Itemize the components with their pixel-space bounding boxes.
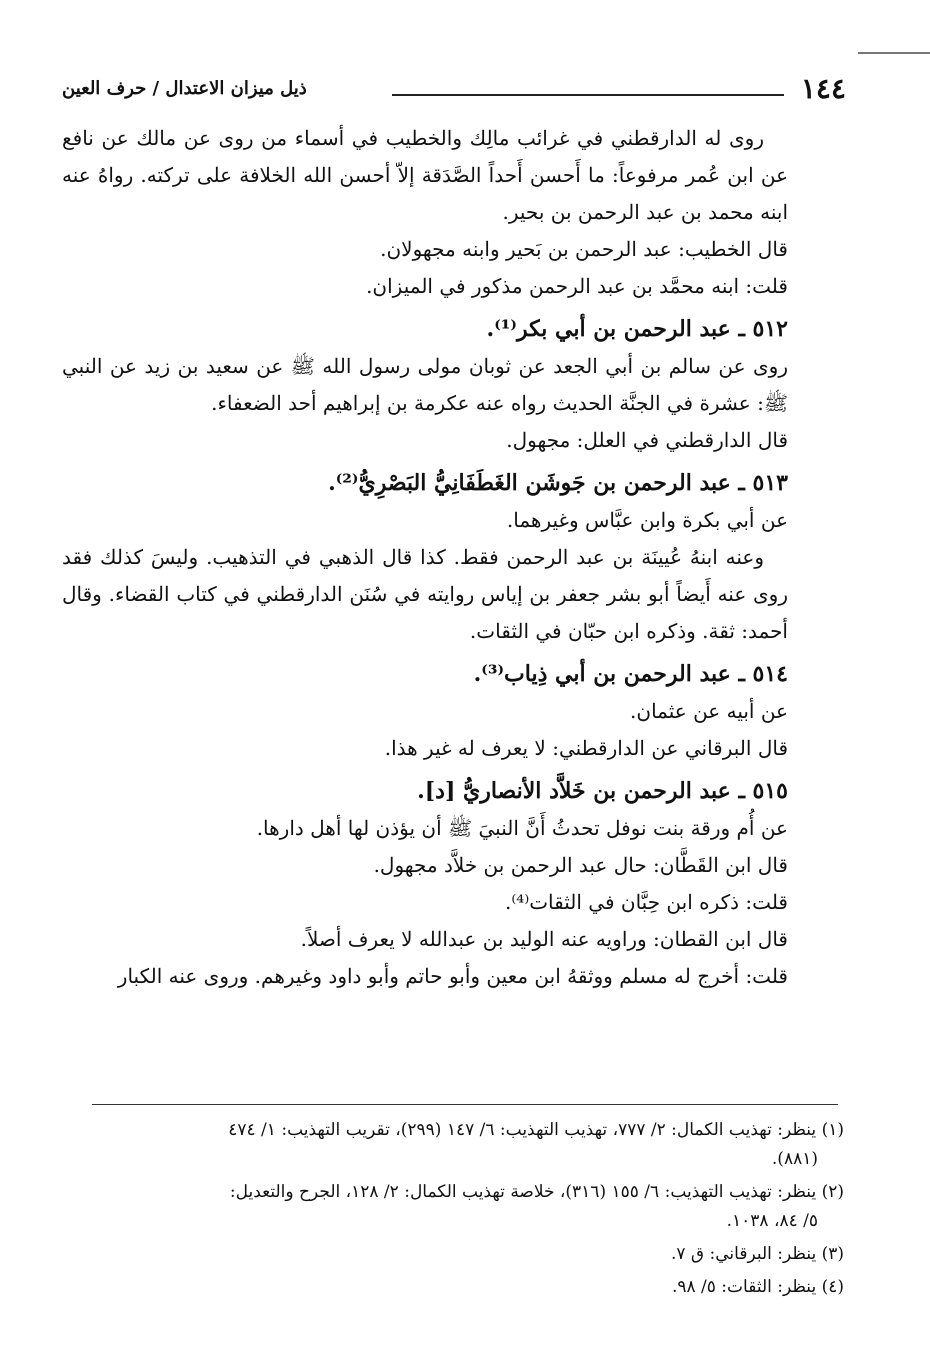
header-rule — [392, 94, 784, 96]
footnote-text: (٣) ينظر: البرقاني: ق ٧. — [670, 1244, 844, 1264]
paragraph: قلت: ذكره ابن حِبَّان في الثقات⁽⁴⁾. — [505, 890, 788, 914]
entry-heading-514: ٥١٤ ـ عبد الرحمن بن أبي ذِياب⁽³⁾. — [473, 661, 788, 687]
footnote-text: (٤) ينظر: الثقات: ٥/ ٩٨. — [671, 1277, 844, 1297]
paragraph: روى عن سالم بن أبي الجعد عن ثوبان مولى رسول الله ﷺ عن سعيد بن زيد عن النبي ﷺ: عشرة في الجنَّة الحديث رواه عنه عكرمة بن إبراهيم أحد الضعفاء. — [62, 354, 788, 415]
entry-heading-512: ٥١٢ ـ عبد الرحمن بن أبي بكر⁽¹⁾. — [486, 316, 788, 342]
paragraph: روى له الدارقطني في غرائب مالِك والخطيب في أسماء من روى عن مالك عن نافع عن ابن عُمر مرفوعاً: ما أَحسن أَحداً الصَّدَقة إلاّ أحسن الله الخلافة على تركته. رواهُ عنه ابنه محمد بن عبد الرحمن بن بحير. — [62, 126, 788, 224]
footnote-2 — [90, 1178, 844, 1236]
footnote-continuation: (٨٨١). — [771, 1149, 818, 1169]
running-title: ذيل ميزان الاعتدال / حرف العين — [62, 78, 307, 99]
top-margin-rule — [858, 52, 930, 54]
page-header — [62, 72, 846, 112]
page-number: ١٤٤ — [800, 72, 846, 105]
main-text — [62, 120, 788, 995]
paragraph: قال ابن القَطَّان: حال عبد الرحمن بن خلاَّد مجهول. — [373, 853, 788, 877]
paragraph: قلت: ابنه محمَّد بن عبد الرحمن مذكور في الميزان. — [366, 274, 788, 298]
footnote-1 — [90, 1116, 844, 1174]
footnote-text: (١) ينظر: تهذيب الكمال: ٢/ ٧٧٧، تهذيب التهذيب: ٦/ ١٤٧ (٢٩٩)، تقريب التهذيب: ١/ ٤٧٤ — [228, 1120, 844, 1140]
footnotes — [90, 1116, 844, 1306]
paragraph: عن أُم ورقة بنت نوفل تحدثُ أَنَّ النبيَ ﷺ أن يؤذن لها أهل دارها. — [256, 816, 788, 840]
paragraph: قلت: أخرج له مسلم ووثقهُ ابن معين وأبو حاتم وأبو داود وغيرهم. وروى عنه الكبار — [117, 964, 788, 988]
paragraph: قال الخطيب: عبد الرحمن بن بَحير وابنه مجهولان. — [380, 237, 788, 261]
paragraph: قال البرقاني عن الدارقطني: لا يعرف له غير هذا. — [384, 736, 788, 760]
entry-heading-513: ٥١٣ ـ عبد الرحمن بن جَوشَن الغَطَفَانِيُّ البَصْرِيُّ⁽²⁾. — [328, 470, 788, 496]
paragraph: عن أبيه عن عثمان. — [630, 699, 788, 723]
paragraph: قال الدارقطني في العلل: مجهول. — [506, 428, 788, 452]
footnote-text: (٢) ينظر: تهذيب التهذيب: ٦/ ١٥٥ (٣١٦)، خلاصة تهذيب الكمال: ٢/ ١٢٨، الجرح والتعديل: — [229, 1182, 844, 1202]
footnote-3 — [90, 1240, 844, 1269]
footnote-4 — [90, 1273, 844, 1302]
paragraph: قال ابن القطان: وراويه عنه الوليد بن عبدالله لا يعرف أصلاً. — [300, 927, 788, 951]
paragraph: عن أبي بكرة وابن عبَّاس وغيرهما. — [506, 508, 788, 532]
footnote-divider — [92, 1104, 838, 1105]
paragraph: وعنه ابنهُ عُيينَة بن عبد الرحمن فقط. كذا قال الذهبي في التذهيب. وليسَ كذلك فقد روى عنه أَيضاً أبو بشر جعفر بن إياس روايته في سُنَن الدارقطني في كتاب القضاء. وقال أحمد: ثقة. وذكره ابن حبّان في الثقات. — [62, 545, 788, 643]
footnote-continuation: ٥/ ٨٤، ١٠٣٨. — [726, 1211, 818, 1231]
entry-heading-515: ٥١٥ ـ عبد الرحمن بن خَلاَّد الأنصاريُّ [د]. — [417, 778, 788, 804]
